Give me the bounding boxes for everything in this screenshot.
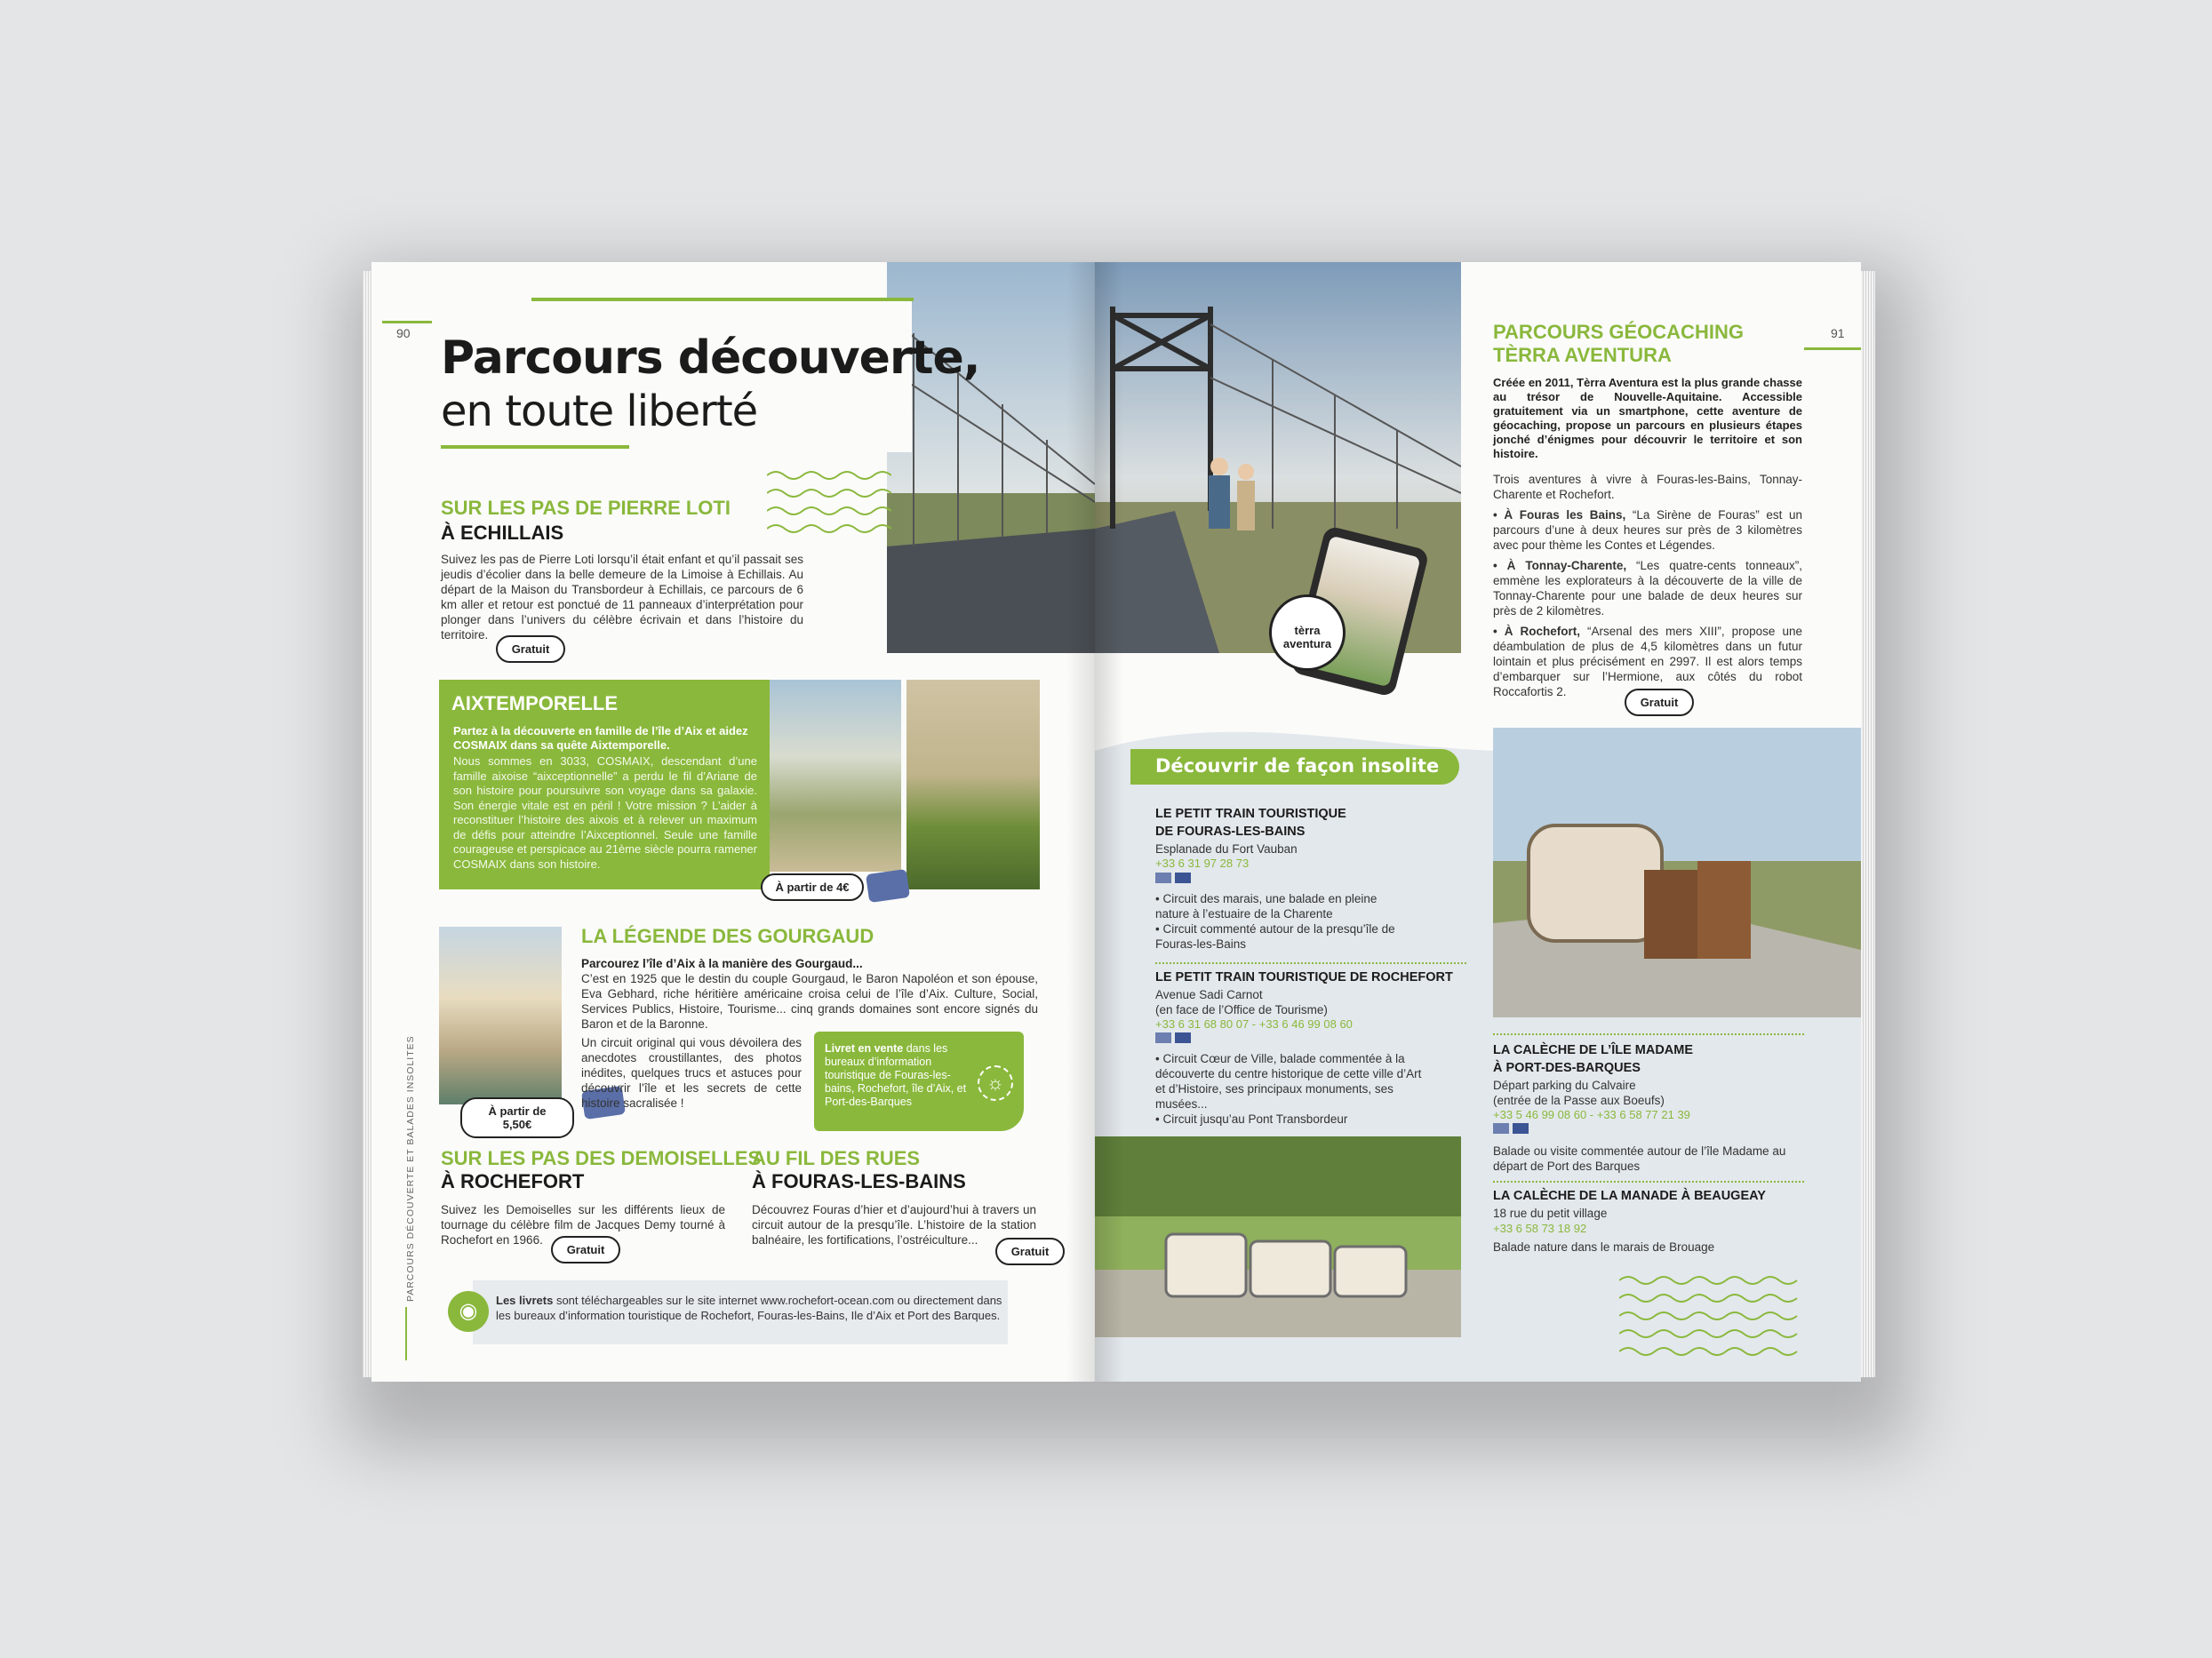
caleche1-address-1: Départ parking du Calvaire [1493, 1079, 1636, 1092]
geo-item-text: “La Sirène de Fouras” est un parcours d’une à deux heures sur près de 3 kilomètres avec pour thème les Contes et Légendes. [1493, 508, 1802, 552]
terra-aventura-logo: tèrra aventura [1269, 594, 1346, 671]
geo-heading-2: TÈRRA AVENTURA [1493, 344, 1672, 366]
page-number: 90 [396, 326, 411, 340]
left-page [371, 262, 1095, 1382]
geo-item-tonnay [1493, 558, 1802, 618]
aix-text: Nous sommes en 3033, COSMAIX, descendant d’une famille aixoise “aixceptionnelle” a perdu le fil d’Ariane de son histoire pour poursuivre son voyage dans sa galaxie. Son énergie vitale est en péril ! Votre mission ? L’aider à reconstituer l’histoire des aixois et à relever un maximum de défis pour atteindre l’Aixceptionnel. Seule une famille courageuse et perspicace au 21ème siècle pourra ramener COSMAIX dans son histoire. [453, 754, 757, 871]
loti-badge: Gratuit [496, 635, 565, 663]
demoiselles-badge: Gratuit [551, 1236, 620, 1263]
geo-item-place: • À Fouras les Bains, [1493, 508, 1626, 522]
train1-title-2: DE FOURAS-LES-BAINS [1155, 825, 1306, 839]
gourgaud-badge: À partir de 5,50€ [460, 1097, 574, 1138]
aix-photo-1 [770, 680, 901, 872]
train2-address-2: (en face de l’Office de Tourisme) [1155, 1003, 1328, 1016]
demoiselles-subheading: À ROCHEFORT [441, 1170, 585, 1192]
geo-item-place: • À Rochefort, [1493, 625, 1581, 638]
demoiselles-heading: SUR LES PAS DES DEMOISELLES [441, 1147, 762, 1169]
ticket-icon [1493, 1123, 1509, 1134]
train1-phone: +33 6 31 97 28 73 [1155, 857, 1250, 870]
geo-item-text: “Les quatre-cents tonneaux”, emmène les explorateurs à la découverte de la ville de Tonnay-Charente pour une balade de deux heures sur près de 2 kilomètres. [1493, 559, 1802, 618]
gourgaud-text-2: Un circuit original qui vous dévoilera des anecdotes croustillantes, des photos inédites, quelques trucs et astuces pour découvrir l’île et les secrets de cette histoire sacralisée ! [581, 1036, 802, 1110]
gourgaud-photo [439, 927, 562, 1104]
train2-title: LE PETIT TRAIN TOURISTIQUE DE ROCHEFORT [1155, 970, 1453, 984]
footer-lead: Les livrets [496, 1294, 554, 1307]
separator [1493, 1033, 1804, 1035]
page-number-right: 91 [1831, 326, 1845, 340]
side-rule [405, 1307, 407, 1360]
caleche-photo [1493, 728, 1861, 1017]
loti-text: Suivez les pas de Pierre Loti lorsqu’il était enfant et qu’il passait ses jeudis d’écolier dans la belle demeure de la Limoise à Echillais. Au départ de la Maison du Transbordeur à Echillais, ce parcours de 6 km aller et retour est ponctué de 11 panneaux d’interprétation pour plonger dans l’univers du célèbre écrivain et dans l’histoire du territoire. [441, 553, 803, 642]
payment-icons [1155, 872, 1196, 884]
page-number-rule-right [1804, 347, 1861, 350]
train-photo [1095, 1136, 1461, 1337]
train2-address-1: Avenue Sadi Carnot [1155, 988, 1263, 1001]
gourgaud-note [825, 1042, 967, 1109]
caleche1-phone: +33 5 46 99 08 60 - +33 6 58 77 21 39 [1493, 1108, 1690, 1121]
payment-icons [1493, 1122, 1534, 1135]
rues-heading: AU FIL DES RUES [752, 1147, 921, 1169]
footer-body: sont téléchargeables sur le site internet www.rochefort-ocean.com ou directement dans les bureaux d’information touristique de Rochefort, Fouras-les-Bains, Ile d’Aix et Port des Barques. [496, 1294, 1002, 1322]
payment-icons [1155, 1032, 1196, 1044]
page-subtitle: en toute liberté [441, 387, 758, 436]
train1-bullet-1: • Circuit des marais, une balade en pleine nature à l’estuaire de la Charente [1155, 892, 1378, 921]
aix-badge: À partir de 4€ [761, 873, 864, 901]
gourgaud-lead: Parcourez l’île d’Aix à la manière des Gourgaud... [581, 957, 863, 970]
separator [1155, 962, 1466, 964]
ticket-icon [1155, 873, 1171, 883]
card-icon [1175, 1032, 1191, 1043]
geo-items [1493, 507, 1802, 699]
eye-icon: ◉ [448, 1291, 489, 1332]
aix-lead: Partez à la découverte en famille de l’île d’Aix et aidez COSMAIX dans sa quête Aixtemporelle. [453, 724, 748, 752]
train1-address: Esplanade du Fort Vauban [1155, 842, 1298, 856]
subtitle-rule [441, 445, 629, 449]
side-label: PARCOURS DÉCOUVERTE ET BALADES INSOLITES [405, 1035, 416, 1302]
page-edges-right [1861, 271, 1875, 1377]
card-icon [1175, 873, 1191, 883]
aix-heading: AIXTEMPORELLE [451, 692, 619, 714]
bridge-photo-left [887, 262, 1095, 653]
page-title: Parcours découverte, [441, 331, 980, 385]
wave-decoration [767, 466, 891, 538]
caleche2-text: Balade nature dans le marais de Brouage [1493, 1240, 1715, 1254]
lightbulb-icon: ☼ [978, 1065, 1013, 1101]
separator [1493, 1181, 1804, 1183]
geo-item-text: “Arsenal des mers XIII”, propose une déambulation de plus de 4,5 kilomètres dans un futur lointain et plus précisément en 2997. Il est alors temps d’embarquer sur l’Hermione, aux côtés du robot Roccafortis 2. [1493, 625, 1802, 698]
train2-bullet-2: • Circuit jusqu’au Pont Transbordeur [1155, 1112, 1348, 1126]
geo-item-place: • À Tonnay-Charente, [1493, 559, 1627, 572]
rues-text: Découvrez Fouras d’hier et d’aujourd’hui à travers un circuit autour de la presqu’île. L’histoire de la station balnéaire, les fortifications, l’ostréiculture... [752, 1203, 1036, 1247]
demoiselles-text: Suivez les Demoiselles sur les différents lieux de tournage du célèbre film de Jacques Demy tourné à Rochefort en 1966. [441, 1203, 725, 1247]
rues-badge: Gratuit [995, 1238, 1065, 1265]
loti-heading: SUR LES PAS DE PIERRE LOTI [441, 497, 731, 519]
caleche2-phone: +33 6 58 73 18 92 [1493, 1222, 1587, 1235]
page-number-rule [382, 321, 435, 323]
caleche1-title-2: À PORT-DES-BARQUES [1493, 1061, 1641, 1075]
caleche1-text: Balade ou visite commentée autour de l’île Madame au départ de Port des Barques [1493, 1144, 1786, 1173]
gourgaud-note-lead: Livret en vente [825, 1042, 904, 1055]
train2-phone: +33 6 31 68 80 07 - +33 6 46 99 08 60 [1155, 1017, 1353, 1031]
train1-title-1: LE PETIT TRAIN TOURISTIQUE [1155, 807, 1346, 821]
geo-intro: Trois aventures à vivre à Fouras-les-Bains, Tonnay-Charente et Rochefort. [1493, 473, 1802, 501]
train2-bullet-1: • Circuit Cœur de Ville, balade commentée à la découverte du centre historique de cette ville d’Art et d’Histoire, ses principaux monuments, ses musées... [1155, 1052, 1422, 1111]
card-icon [1513, 1123, 1529, 1134]
booklet-icon [866, 869, 910, 903]
caleche1-address-2: (entrée de la Passe aux Boeufs) [1493, 1094, 1665, 1107]
geo-item-fouras [1493, 507, 1802, 553]
geo-lead: Créée en 2011, Tèrra Aventura est la plus grande chasse au trésor de Nouvelle-Aquitaine. Accessible gratuitement via un smartphone, cette aventure de géocaching, propose un parcours en plusieurs étapes jonché d’énigmes pour découvrir le territoire et son histoire. [1493, 376, 1802, 460]
caleche1-title-1: LA CALÈCHE DE L’ÎLE MADAME [1493, 1043, 1694, 1057]
caleche2-address: 18 rue du petit village [1493, 1207, 1608, 1220]
ticket-icon [1155, 1032, 1171, 1043]
geo-badge: Gratuit [1625, 689, 1694, 716]
gourgaud-heading: LA LÉGENDE DES GOURGAUD [581, 925, 874, 947]
loti-subheading: À ECHILLAIS [441, 522, 564, 544]
aix-photo-2 [906, 680, 1040, 889]
gourgaud-note-text: dans les bureaux d’information touristique de Fouras-les-bains, Rochefort, île d’Aix, et Port-des-Barques [825, 1042, 967, 1108]
train1-bullet-2: • Circuit commenté autour de la presqu’île de Fouras-les-Bains [1155, 922, 1395, 951]
rues-subheading: À FOURAS-LES-BAINS [752, 1170, 966, 1192]
geo-heading-1: PARCOURS GÉOCACHING [1493, 321, 1744, 343]
wave-decoration-right [1619, 1271, 1806, 1369]
gourgaud-text-1: C’est en 1925 que le destin du couple Gourgaud, le Baron Napoléon et son épouse, Eva Gebhard, riche héritière américaine croisa celui de l’île d’Aix. Culture, Social, Services Publics, Histoire, Tourisme... cinq grands domaines sont encore signés du Baron et de la Baronne. [581, 972, 1038, 1031]
insolite-banner: Découvrir de façon insolite [1130, 749, 1459, 785]
caleche2-title: LA CALÈCHE DE LA MANADE À BEAUGEAY [1493, 1189, 1766, 1203]
footer-text [496, 1293, 1002, 1323]
right-page [1095, 262, 1861, 1382]
book-gutter [1066, 262, 1123, 1382]
